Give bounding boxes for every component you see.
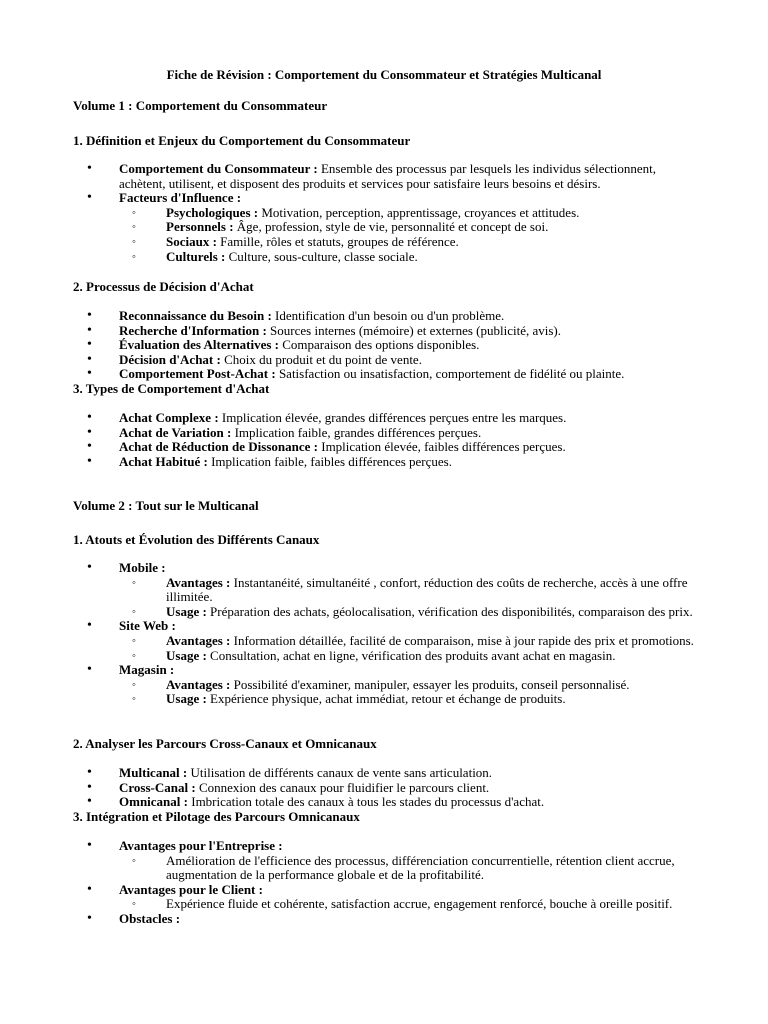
list-item bbox=[73, 353, 695, 368]
term: Avantages : bbox=[166, 676, 231, 692]
list-item bbox=[73, 309, 695, 324]
influence-factors-list bbox=[119, 206, 695, 264]
list-item bbox=[119, 634, 695, 649]
section-1-3-heading: 3. Types de Comportement d'Achat bbox=[73, 381, 270, 396]
term: Obstacles : bbox=[119, 910, 181, 926]
term: Site Web : bbox=[119, 618, 176, 634]
section-1-2-list bbox=[73, 309, 695, 382]
list-item bbox=[119, 576, 695, 605]
section-2-1-list bbox=[73, 561, 695, 707]
list-item bbox=[119, 649, 695, 664]
term: Cross-Canal : bbox=[119, 779, 196, 795]
list-item bbox=[73, 324, 695, 339]
list-item bbox=[73, 561, 695, 619]
term: Décision d'Achat : bbox=[119, 351, 221, 367]
definition: Consultation, achat en ligne, vérification des produits avant achat en magasin. bbox=[206, 647, 616, 663]
term: Personnels : bbox=[166, 219, 234, 235]
list-item bbox=[73, 795, 695, 810]
term: Culturels : bbox=[166, 248, 226, 264]
definition: Âge, profession, style de vie, personnalité et concept de soi. bbox=[233, 219, 549, 235]
term: Sociaux : bbox=[166, 233, 217, 249]
section-1-2-heading: 2. Processus de Décision d'Achat bbox=[73, 279, 254, 294]
definition: Utilisation de différents canaux de vente sans articulation. bbox=[187, 765, 493, 780]
section-2-3-heading: 3. Intégration et Pilotage des Parcours Omnicanaux bbox=[73, 809, 360, 824]
term: Achat de Variation : bbox=[119, 424, 232, 440]
list-item bbox=[73, 883, 695, 912]
definition: Motivation, perception, apprentissage, croyances et attitudes. bbox=[258, 204, 580, 220]
section-1-1-list bbox=[73, 162, 695, 264]
definition: Connexion des canaux pour fluidifier le parcours client. bbox=[195, 779, 490, 795]
list-item bbox=[119, 220, 695, 235]
definition: Expérience fluide et cohérente, satisfaction accrue, engagement renforcé, bouche à oreille positif. bbox=[166, 896, 673, 912]
mobile-details-list bbox=[119, 576, 695, 620]
term: Achat Habitué : bbox=[119, 453, 208, 469]
list-item bbox=[73, 781, 695, 796]
term: Achat de Réduction de Dissonance : bbox=[119, 439, 318, 455]
term: Psychologiques : bbox=[166, 204, 259, 220]
list-item bbox=[119, 605, 695, 620]
term: Omnicanal : bbox=[119, 794, 188, 810]
definition: Préparation des achats, géolocalisation, vérification des disponibilités, comparaison des prix. bbox=[206, 603, 693, 619]
definition: Implication élevée, grandes différences perçues entre les marques. bbox=[218, 410, 567, 425]
section-2-2-heading: 2. Analyser les Parcours Cross-Canaux et Omnicanaux bbox=[73, 736, 377, 751]
list-item bbox=[73, 426, 695, 441]
volume-2-heading: Volume 2 : Tout sur le Multicanal bbox=[73, 498, 259, 513]
term: Magasin : bbox=[119, 662, 175, 678]
definition: Comparaison des options disponibles. bbox=[278, 337, 480, 353]
term: Avantages pour l'Entreprise : bbox=[119, 838, 283, 853]
term: Recherche d'Information : bbox=[119, 322, 267, 338]
company-advantages-list bbox=[119, 854, 695, 883]
section-1-3-list bbox=[73, 411, 695, 469]
definition: Ensemble des processus par lesquels les individus sélectionnent, achètent, utilisent, et disposent des produits et services pour satisfaire leurs besoins et désirs. bbox=[119, 161, 657, 191]
definition: Famille, rôles et statuts, groupes de référence. bbox=[216, 233, 459, 249]
term: Reconnaissance du Besoin : bbox=[119, 308, 272, 323]
list-item bbox=[73, 440, 695, 455]
list-item bbox=[73, 191, 695, 264]
section-2-1-heading: 1. Atouts et Évolution des Différents Canaux bbox=[73, 532, 320, 547]
client-advantages-list bbox=[119, 897, 695, 912]
section-2-2-list bbox=[73, 766, 695, 810]
list-item bbox=[73, 663, 695, 707]
term: Achat Complexe : bbox=[119, 410, 219, 425]
store-details-list bbox=[119, 678, 695, 707]
list-item bbox=[73, 455, 695, 470]
term: Usage : bbox=[166, 691, 207, 707]
section-1-1-heading: 1. Définition et Enjeux du Comportement du Consommateur bbox=[73, 133, 411, 148]
definition: Implication élevée, faibles différences perçues. bbox=[317, 439, 566, 455]
definition: Implication faible, grandes différences perçues. bbox=[231, 424, 482, 440]
list-item bbox=[73, 912, 695, 927]
definition: Culture, sous-culture, classe sociale. bbox=[225, 248, 418, 264]
term: Avantages : bbox=[166, 574, 231, 590]
definition: Identification d'un besoin ou d'un problème. bbox=[271, 308, 505, 323]
definition: Satisfaction ou insatisfaction, comportement de fidélité ou plainte. bbox=[275, 366, 625, 382]
volume-1-heading: Volume 1 : Comportement du Consommateur bbox=[73, 98, 328, 113]
definition: Expérience physique, achat immédiat, retour et échange de produits. bbox=[206, 691, 566, 707]
list-item bbox=[119, 692, 695, 707]
list-item bbox=[119, 897, 695, 912]
list-item bbox=[73, 338, 695, 353]
definition: Imbrication totale des canaux à tous les stades du processus d'achat. bbox=[187, 794, 545, 810]
definition: Instantanéité, simultanéité , confort, réduction des coûts de recherche, accès à une offre illimitée. bbox=[166, 574, 688, 605]
term: Évaluation des Alternatives : bbox=[119, 337, 279, 353]
definition: Implication faible, faibles différences perçues. bbox=[207, 453, 452, 469]
term: Mobile : bbox=[119, 560, 166, 575]
term: Facteurs d'Influence : bbox=[119, 190, 242, 206]
term: Comportement du Consommateur : bbox=[119, 161, 318, 176]
list-item bbox=[73, 411, 695, 426]
term: Comportement Post-Achat : bbox=[119, 366, 276, 382]
term: Usage : bbox=[166, 647, 207, 663]
list-item bbox=[119, 206, 695, 221]
term: Avantages pour le Client : bbox=[119, 881, 263, 897]
list-item bbox=[119, 678, 695, 693]
definition: Amélioration de l'efficience des processus, différenciation concurrentielle, rétention client accrue, augmentation de la performance globale et de la profitabilité. bbox=[166, 852, 675, 883]
definition: Sources internes (mémoire) et externes (publicité, avis). bbox=[266, 322, 561, 338]
definition: Possibilité d'examiner, manipuler, essayer les produits, conseil personnalisé. bbox=[230, 676, 630, 692]
list-item bbox=[119, 854, 695, 883]
list-item bbox=[119, 235, 695, 250]
list-item bbox=[73, 766, 695, 781]
list-item bbox=[73, 367, 695, 382]
list-item bbox=[73, 619, 695, 663]
web-details-list bbox=[119, 634, 695, 663]
section-2-3-list bbox=[73, 839, 695, 927]
term: Multicanal : bbox=[119, 765, 188, 780]
list-item bbox=[73, 839, 695, 883]
term: Avantages : bbox=[166, 632, 231, 648]
definition: Information détaillée, facilité de comparaison, mise à jour rapide des prix et promotions. bbox=[230, 632, 694, 648]
document-title: Fiche de Révision : Comportement du Consommateur et Stratégies Multicanal bbox=[166, 67, 602, 82]
term: Usage : bbox=[166, 603, 207, 619]
list-item bbox=[73, 162, 695, 191]
definition: Choix du produit et du point de vente. bbox=[220, 351, 422, 367]
list-item bbox=[119, 250, 695, 265]
